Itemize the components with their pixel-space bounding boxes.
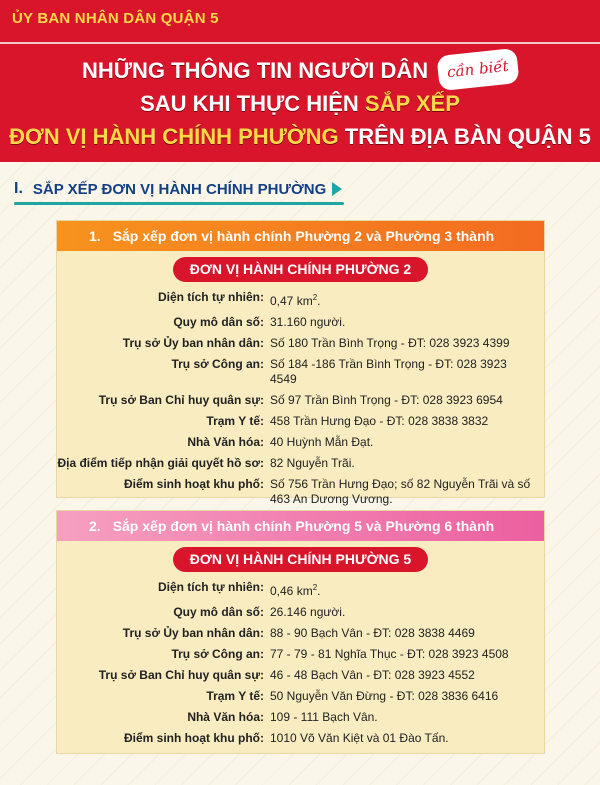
headline [0,52,600,153]
info-value: 82 Nguyễn Trãi. [270,456,355,470]
info-row [57,647,534,662]
info-row [57,456,534,471]
headline-line-3: ĐƠN VỊ HÀNH CHÍNH PHƯỜNG TRÊN ĐỊA BÀN QUẬN 5 [9,124,591,149]
info-label: Nhà Văn hóa: [187,435,264,449]
info-value: 40 Huỳnh Mẫn Đạt. [270,435,374,449]
ward-card-2 [56,510,545,754]
info-row [57,689,534,704]
info-value: 88 - 90 Bạch Vân - ĐT: 028 3838 4469 [270,626,475,640]
info-value: 109 - 111 Bạch Vân. [270,710,378,724]
info-label: Trụ sở Công an: [171,357,264,371]
section-title [14,180,342,198]
info-row [57,626,534,641]
info-label: Quy mô dân số: [173,605,264,619]
info-value: Số 180 Trần Bình Trọng - ĐT: 028 3923 4399 [270,336,510,350]
org-name: ỦY BAN NHÂN DÂN QUẬN 5 [12,10,219,27]
info-value: 46 - 48 Bạch Vân - ĐT: 028 3923 4552 [270,668,475,682]
info-list [57,290,544,507]
ward-card-1 [56,220,545,506]
info-label: Diện tích tự nhiên: [157,290,264,304]
badge-can-biet: cần biết [437,48,520,91]
info-row [57,435,534,450]
header-banner [0,0,600,162]
ward-name-pill: ĐƠN VỊ HÀNH CHÍNH PHƯỜNG 5 [173,547,428,572]
info-label: Trụ sở Ủy ban nhân dân: [122,336,264,350]
info-row [57,336,534,351]
info-value: Số 97 Trần Bình Trọng - ĐT: 028 3923 6954 [270,393,503,407]
info-row [57,414,534,429]
info-label: Trạm Y tế: [206,689,264,703]
info-value: 458 Trần Hưng Đạo - ĐT: 028 3838 3832 [270,414,489,428]
card-header: 2. Sắp xếp đơn vị hành chính Phường 5 và Phường 6 thành [57,511,544,541]
info-value: 77 - 79 - 81 Nghĩa Thục - ĐT: 028 3923 4508 [270,647,509,661]
arrow-icon [332,182,342,196]
info-label: Trụ sở Ủy ban nhân dân: [122,626,264,640]
info-row [57,580,534,599]
info-label: Điểm sinh hoạt khu phố: [124,477,264,491]
card-header: 1. Sắp xếp đơn vị hành chính Phường 2 và Phường 3 thành [57,221,544,251]
info-label: Trụ sở Công an: [171,647,264,661]
info-value: 0,46 $km^2$. [270,583,321,598]
info-value: 1010 Võ Văn Kiệt và 01 Đào Tấn. [270,731,449,745]
headline-line-2: SAU KHI THỰC HIỆN SẮP XẾP [140,91,460,116]
info-label: Trụ sở Ban Chỉ huy quân sự: [98,393,264,407]
info-row [57,477,534,507]
info-label: Địa điểm tiếp nhận giải quyết hồ sơ: [57,456,264,470]
info-row [57,290,534,309]
info-list [57,580,544,746]
info-row [57,315,534,330]
info-row [57,357,534,387]
section-heading: SẮP XẾP ĐƠN VỊ HÀNH CHÍNH PHƯỜNG [32,180,327,198]
info-label: Diện tích tự nhiên: [157,580,264,594]
info-row [57,731,534,746]
header-divider [0,42,600,44]
info-value: Số 756 Trần Hưng Đạo; số 82 Nguyễn Trãi và số 463 An Dương Vương. [270,477,531,506]
info-label: Quy mô dân số: [173,315,264,329]
section-underline [14,202,344,205]
section-number: I. [14,180,23,197]
info-value: Số 184 -186 Trần Bình Trọng - ĐT: 028 3923 4549 [270,357,507,386]
info-row [57,710,534,725]
info-value: 50 Nguyễn Văn Đừng - ĐT: 028 3836 6416 [270,689,499,703]
info-label: Trạm Y tế: [206,414,264,428]
info-label: Trụ sở Ban Chỉ huy quân sự: [98,668,264,682]
ward-name-pill: ĐƠN VỊ HÀNH CHÍNH PHƯỜNG 2 [173,257,428,282]
info-value: 31.160 người. [270,315,346,329]
info-value: 0,47 $km^2$. [270,293,321,308]
info-label: Nhà Văn hóa: [187,710,264,724]
info-row [57,393,534,408]
headline-line-1: NHỮNG THÔNG TIN NGƯỜI DÂN cần biết [0,52,600,87]
info-row [57,668,534,683]
info-label: Điểm sinh hoạt khu phố: [124,731,264,745]
info-value: 26.146 người. [270,605,346,619]
info-row [57,605,534,620]
